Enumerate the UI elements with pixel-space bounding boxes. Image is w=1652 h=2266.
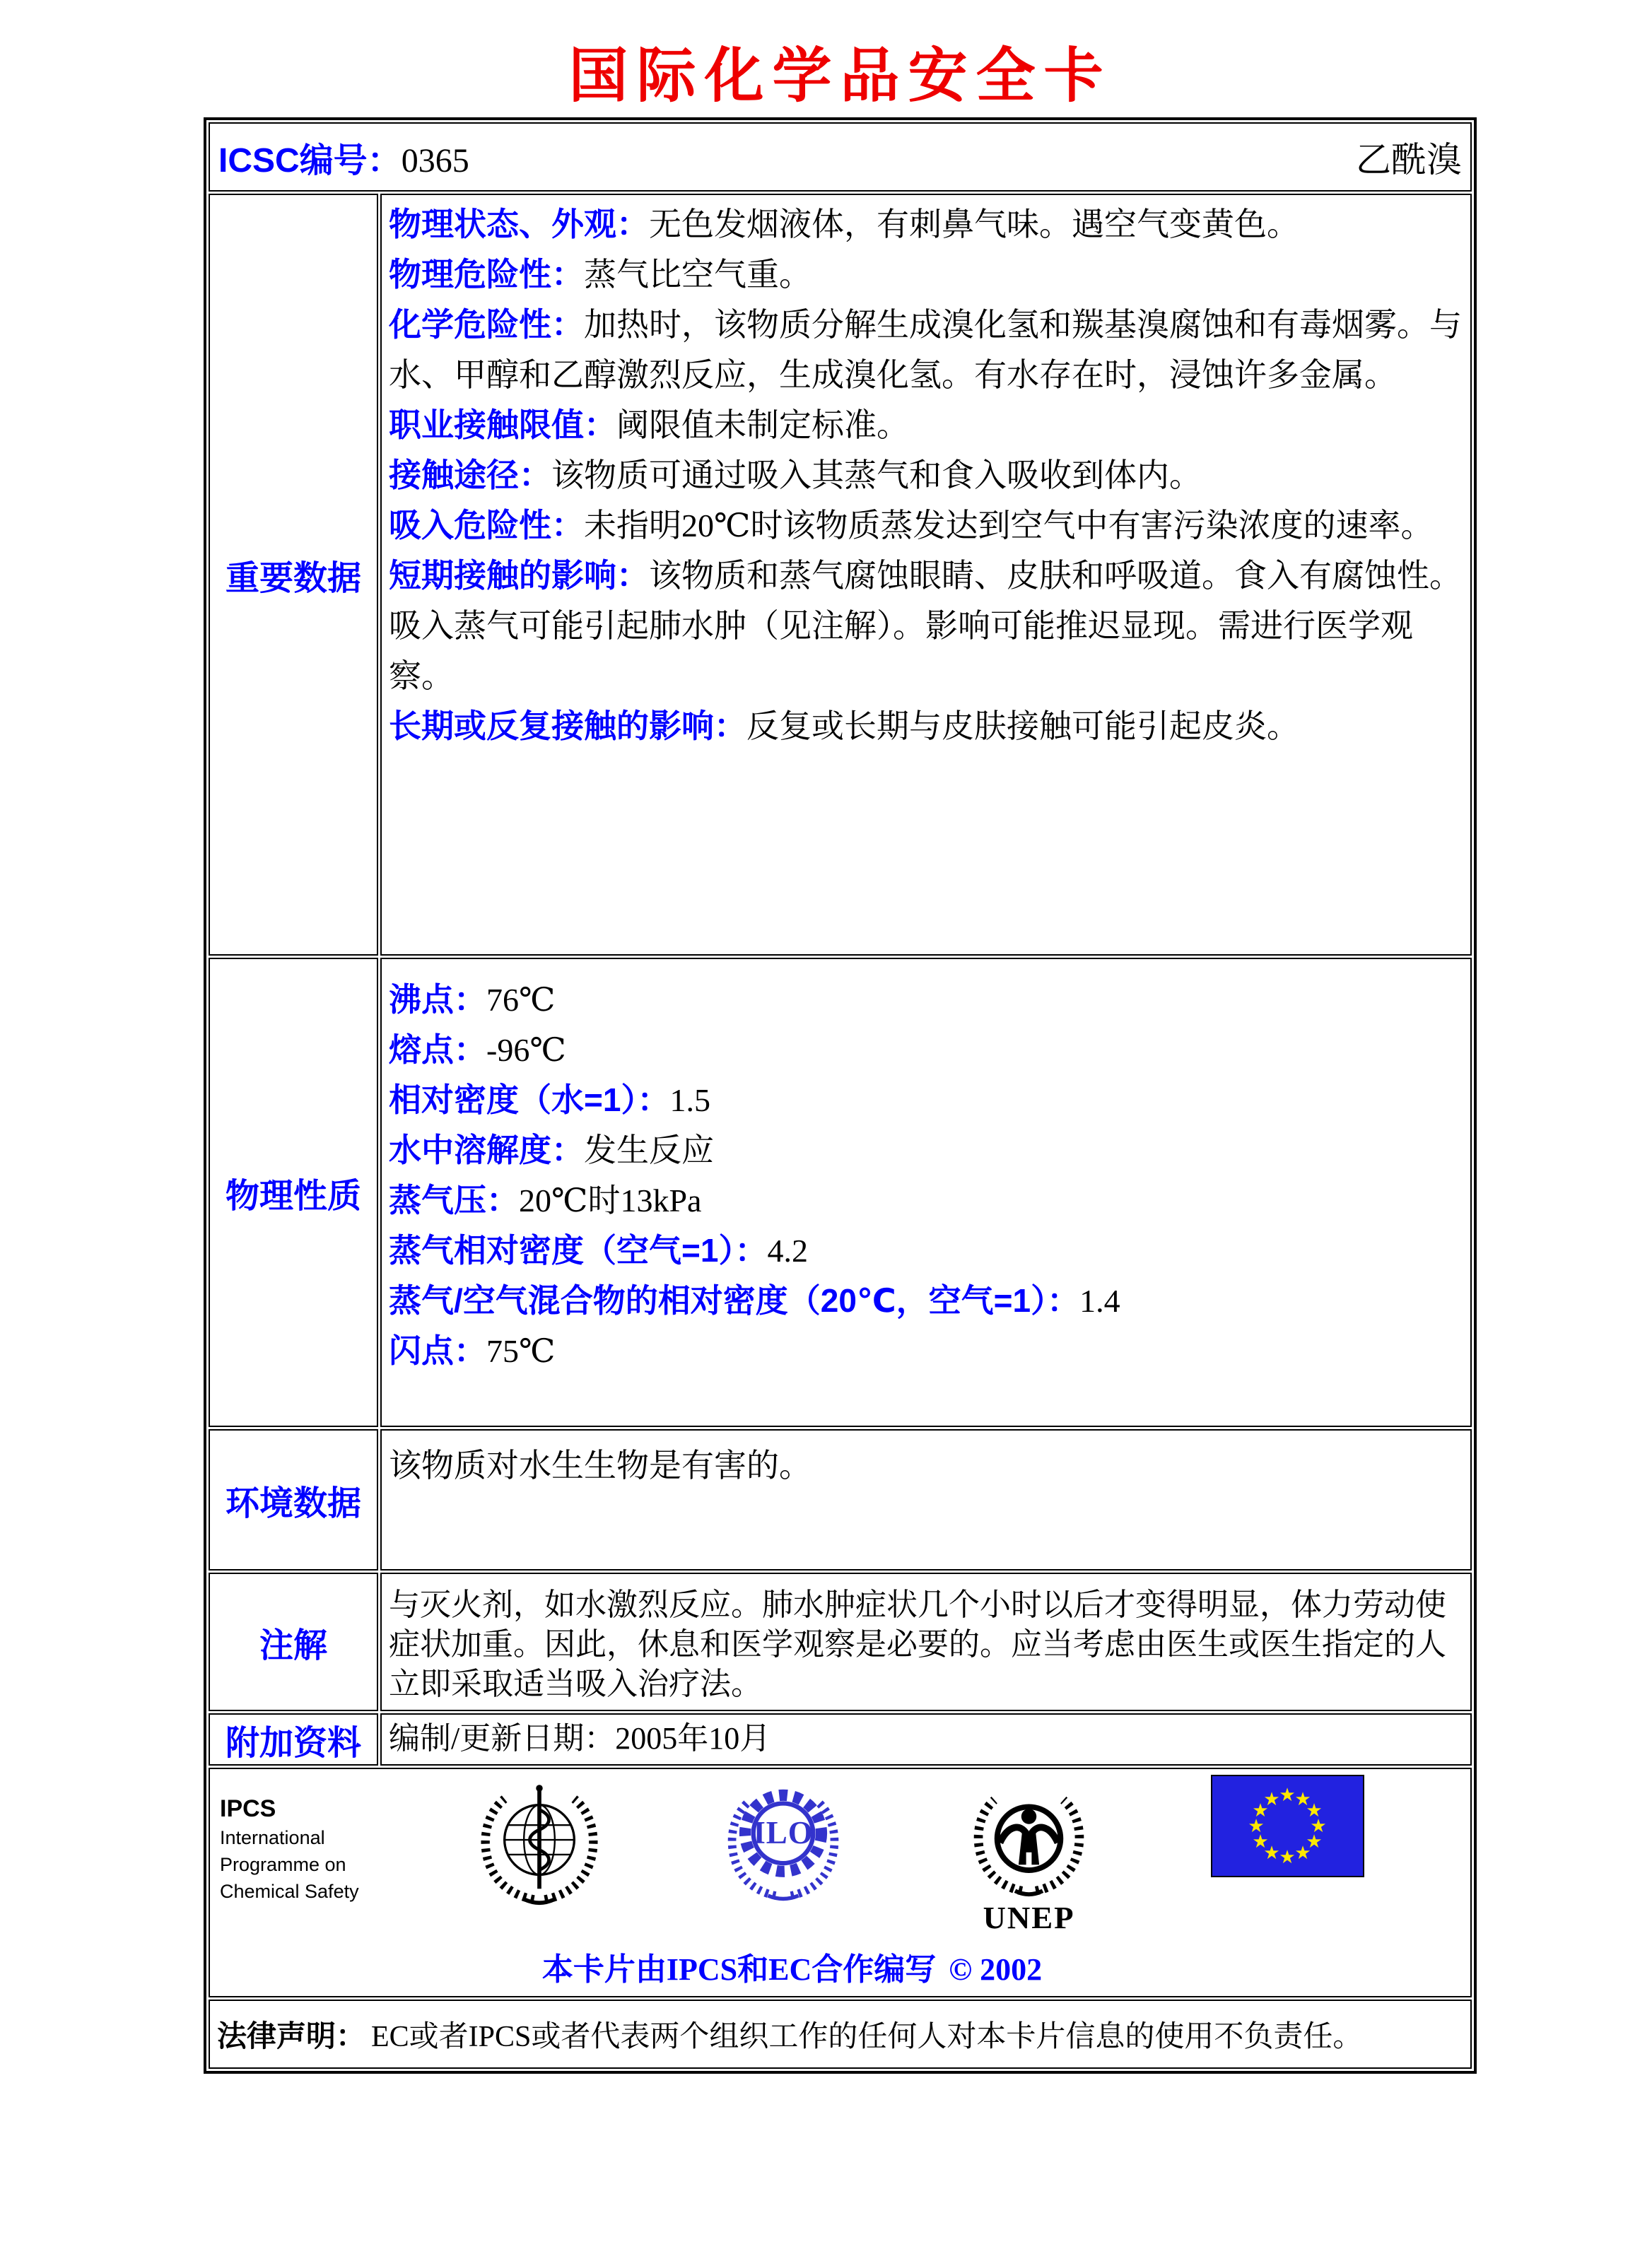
section-environmental-data — [209, 1429, 1472, 1571]
entry-long-term-effects — [389, 701, 1462, 751]
ilo-logo-icon — [720, 1775, 847, 1902]
entry-flash-point — [389, 1326, 1462, 1376]
entry-text: 20℃时13kPa — [519, 1182, 702, 1219]
entry-text: 该物质可通过吸入其蒸气和食入吸收到体内。 — [551, 457, 1202, 493]
entry-label: 蒸气/空气混合物的相对密度（20℃，空气=1）： — [389, 1282, 1080, 1319]
entry-inhalation-risk — [389, 500, 1462, 551]
icsc-card — [204, 117, 1477, 2074]
entry-text: 76℃ — [486, 982, 556, 1018]
logos-strip — [220, 1775, 1364, 1941]
icsc-number-group — [218, 133, 469, 182]
entry-text: 75℃ — [486, 1333, 556, 1369]
eu-star-icon: ★ — [1306, 1831, 1323, 1853]
entry-label: 职业接触限值： — [389, 406, 616, 443]
entry-label: 相对密度（水=1）： — [389, 1081, 670, 1118]
ipcs-line: Programme on — [220, 1854, 346, 1875]
header-cell — [209, 122, 1472, 192]
entry-label: 吸入危险性： — [389, 507, 584, 544]
entry-water-solubility — [389, 1125, 1462, 1175]
entry-relative-density — [389, 1075, 1462, 1125]
section-important-data — [209, 194, 1472, 956]
entry-text: 蒸气比空气重。 — [584, 257, 812, 293]
entry-boiling-point — [389, 975, 1462, 1025]
ipcs-block — [220, 1775, 359, 1905]
entry-label: 化学危险性： — [389, 306, 584, 343]
notes-section-label: 注解 — [209, 1573, 378, 1711]
entry-label: 长期或反复接触的影响： — [389, 708, 746, 744]
entry-melting-point — [389, 1025, 1462, 1075]
entry-label: 沸点： — [389, 981, 486, 1018]
credit-text: 本卡片由IPCS和EC合作编写 — [541, 1952, 937, 1987]
chemical-name: 乙酰溴 — [1356, 140, 1462, 180]
entry-label: 闪点： — [389, 1332, 486, 1369]
eu-star-icon: ★ — [1248, 1816, 1265, 1837]
entry-exposure-routes — [389, 450, 1462, 500]
entry-vapor-pressure — [389, 1175, 1462, 1226]
who-logo-icon — [472, 1775, 607, 1906]
entry-label: 接触途径： — [389, 457, 551, 493]
eu-flag-icon — [1211, 1775, 1364, 1877]
legal-label: 法律声明： — [217, 2019, 366, 2053]
ipcs-line: International — [220, 1827, 325, 1848]
entry-physical-danger — [389, 250, 1462, 300]
physical-properties-content — [380, 958, 1472, 1427]
unep-letters: UNEP — [983, 1899, 1075, 1935]
eu-star-icon: ★ — [1294, 1789, 1311, 1810]
credit-copyright: © 2002 — [949, 1952, 1043, 1987]
section-additional-info — [209, 1713, 1472, 1766]
eu-star-icon: ★ — [1306, 1800, 1323, 1821]
logos-cell — [209, 1768, 1472, 1997]
entry-text: 阈限值未制定标准。 — [616, 407, 909, 443]
physical-properties-section-label: 物理性质 — [209, 958, 378, 1427]
entry-label: 物理状态、外观： — [389, 206, 649, 242]
entry-physical-state — [389, 199, 1462, 250]
entry-label: 水中溶解度： — [389, 1132, 584, 1168]
ipcs-acronym: IPCS — [220, 1795, 276, 1822]
environmental-data-content: 该物质对水生生物是有害的。 — [380, 1429, 1472, 1571]
section-physical-properties — [209, 958, 1472, 1427]
entry-label: 熔点： — [389, 1031, 486, 1068]
icsc-number-value: 0365 — [401, 141, 469, 180]
entry-text: 无色发烟液体，有刺鼻气味。遇空气变黄色。 — [649, 206, 1299, 242]
entry-text: 反复或长期与皮肤接触可能引起皮炎。 — [746, 708, 1299, 744]
section-notes — [209, 1573, 1472, 1711]
entry-text: 1.4 — [1079, 1283, 1120, 1319]
entry-text: 加热时，该物质分解生成溴化氢和羰基溴腐蚀和有毒烟雾。与水、甲醇和乙醇激烈反应，生成溴化氢。有水存在时，浸蚀许多金属。 — [389, 307, 1462, 393]
page-title: 国际化学品安全卡 — [568, 44, 1112, 110]
legal-cell — [209, 2000, 1472, 2069]
entry-text: 1.5 — [669, 1082, 710, 1118]
entry-vapor-air-density — [389, 1276, 1462, 1326]
entry-text: 未指明20℃时该物质蒸发达到空气中有害污染浓度的速率。 — [584, 507, 1434, 544]
notes-content: 与灭火剂，如水激烈反应。肺水肿症状几个小时以后才变得明显，体力劳动使症状加重。因此，休息和医学观察是必要的。应当考虑由医生或医生指定的人立即采取适当吸入治疗法。 — [380, 1573, 1472, 1711]
eu-star-icon: ★ — [1263, 1789, 1280, 1810]
environmental-data-section-label: 环境数据 — [209, 1429, 378, 1571]
icsc-number-label: ICSC编号： — [218, 141, 402, 180]
legal-text: EC或者IPCS或者代表两个组织工作的任何人对本卡片信息的使用不负责任。 — [371, 2021, 1363, 2053]
ilo-letters: ILO — [753, 1815, 814, 1851]
eu-star-icon: ★ — [1263, 1843, 1280, 1864]
entry-text: 该物质和蒸气腐蚀眼睛、皮肤和呼吸道。食入有腐蚀性。吸入蒸气可能引起肺水肿（见注解）。影响可能推迟显现。需进行医学观察。 — [389, 558, 1462, 694]
entry-label: 短期接触的影响： — [389, 557, 649, 594]
section-logos — [209, 1768, 1472, 1997]
eu-star-icon: ★ — [1252, 1831, 1269, 1853]
eu-star-icon: ★ — [1310, 1816, 1327, 1837]
entry-text: -96℃ — [486, 1032, 566, 1068]
credit-line — [220, 1944, 1364, 1989]
eu-star-icon: ★ — [1279, 1785, 1296, 1806]
ipcs-line: Chemical Safety — [220, 1881, 359, 1902]
entry-label: 蒸气相对密度（空气=1）： — [389, 1232, 768, 1269]
important-data-content — [380, 194, 1472, 956]
additional-info-section-label: 附加资料 — [209, 1713, 378, 1766]
entry-occupational-limits — [389, 400, 1462, 450]
entry-label: 蒸气压： — [389, 1182, 519, 1219]
entry-label: 物理危险性： — [389, 256, 584, 293]
entry-text: 发生反应 — [584, 1132, 714, 1168]
entry-text: 4.2 — [767, 1233, 808, 1269]
eu-star-icon: ★ — [1279, 1847, 1296, 1868]
eu-star-icon: ★ — [1252, 1800, 1269, 1821]
entry-short-term-effects — [389, 551, 1462, 701]
entry-chemical-danger — [389, 300, 1462, 400]
eu-star-icon: ★ — [1294, 1843, 1311, 1864]
section-legal — [209, 2000, 1472, 2069]
additional-info-content: 编制/更新日期：2005年10月 — [380, 1713, 1472, 1766]
entry-vapor-density — [389, 1226, 1462, 1276]
unep-logo-icon — [960, 1775, 1098, 1941]
header-row — [209, 122, 1472, 192]
important-data-section-label: 重要数据 — [209, 194, 378, 956]
